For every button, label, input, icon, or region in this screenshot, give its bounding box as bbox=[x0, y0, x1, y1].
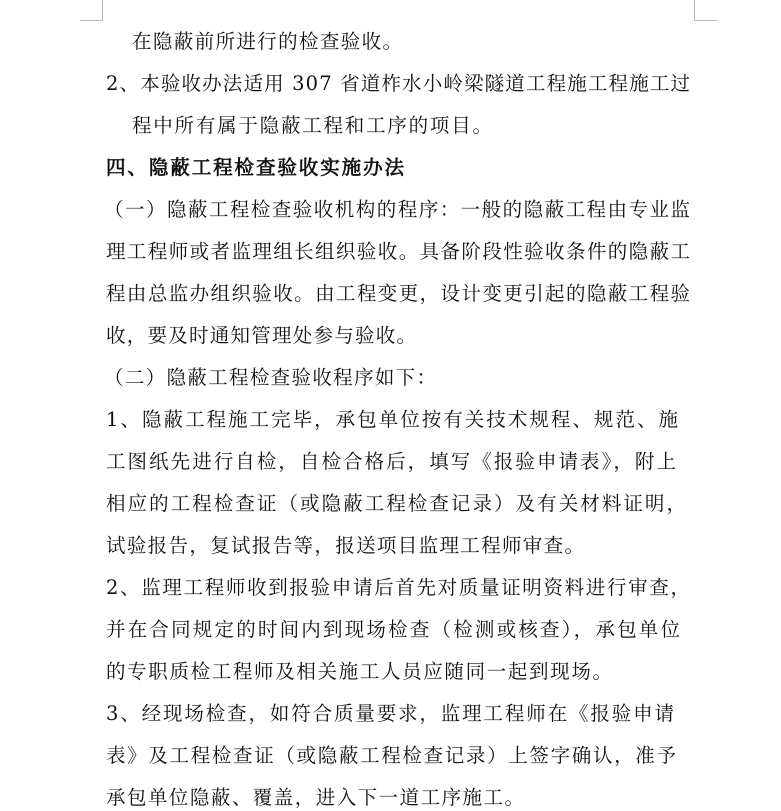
paragraph-line: 工图纸先进行自检，自检合格后，填写《报验申请表》，附上 bbox=[106, 450, 679, 473]
paragraph-line: 2、本验收办法适用 307 省道柞水小岭梁隧道工程施工程施工过 bbox=[106, 72, 692, 95]
section-heading: 四、隐蔽工程检查验收实施办法 bbox=[106, 156, 406, 179]
paragraph-line: 相应的工程检查证（或隐蔽工程检查记录）及有关材料证明， bbox=[106, 492, 689, 515]
paragraph-line: 程中所有属于隐蔽工程和工序的项目。 bbox=[132, 114, 494, 137]
paragraph-line: 收，要及时通知管理处参与验收。 bbox=[106, 324, 418, 347]
crop-mark-top-left bbox=[80, 0, 103, 21]
paragraph-line: 表》及工程检查证（或隐蔽工程检查记录）上签字确认，准予 bbox=[106, 744, 678, 767]
paragraph-line: 试验报告，复试报告等，报送项目监理工程师审查。 bbox=[106, 534, 586, 557]
paragraph-line: 3、经现场检查，如符合质量要求，监理工程师在《报验申请 bbox=[106, 702, 676, 725]
paragraph-line: 2、监理工程师收到报验申请后首先对质量证明资料进行审查， bbox=[106, 576, 692, 599]
paragraph-line: 理工程师或者监理组长组织验收。具备阶段性验收条件的隐蔽工 bbox=[106, 240, 692, 263]
paragraph-line: 在隐蔽前所进行的检查验收。 bbox=[132, 30, 404, 53]
paragraph-line: 的专职质检工程师及相关施工人员应随同一起到现场。 bbox=[106, 660, 614, 683]
paragraph-line: 并在合同规定的时间内到现场检查（检测或核查），承包单位 bbox=[106, 618, 683, 641]
paragraph-line: （二）隐蔽工程检查验收程序如下： bbox=[104, 366, 438, 389]
crop-mark-top-right bbox=[694, 0, 717, 21]
paragraph-line: 1、隐蔽工程施工完毕，承包单位按有关技术规程、规范、施 bbox=[106, 408, 681, 431]
paragraph-line: 程由总监办组织验收。由工程变更，设计变更引起的隐蔽工程验 bbox=[106, 282, 692, 305]
paragraph-line: （一）隐蔽工程检查验收机构的程序：一般的隐蔽工程由专业监 bbox=[104, 198, 692, 221]
paragraph-line: 承包单位隐蔽、覆盖，进入下一道工序施工。 bbox=[106, 786, 526, 809]
